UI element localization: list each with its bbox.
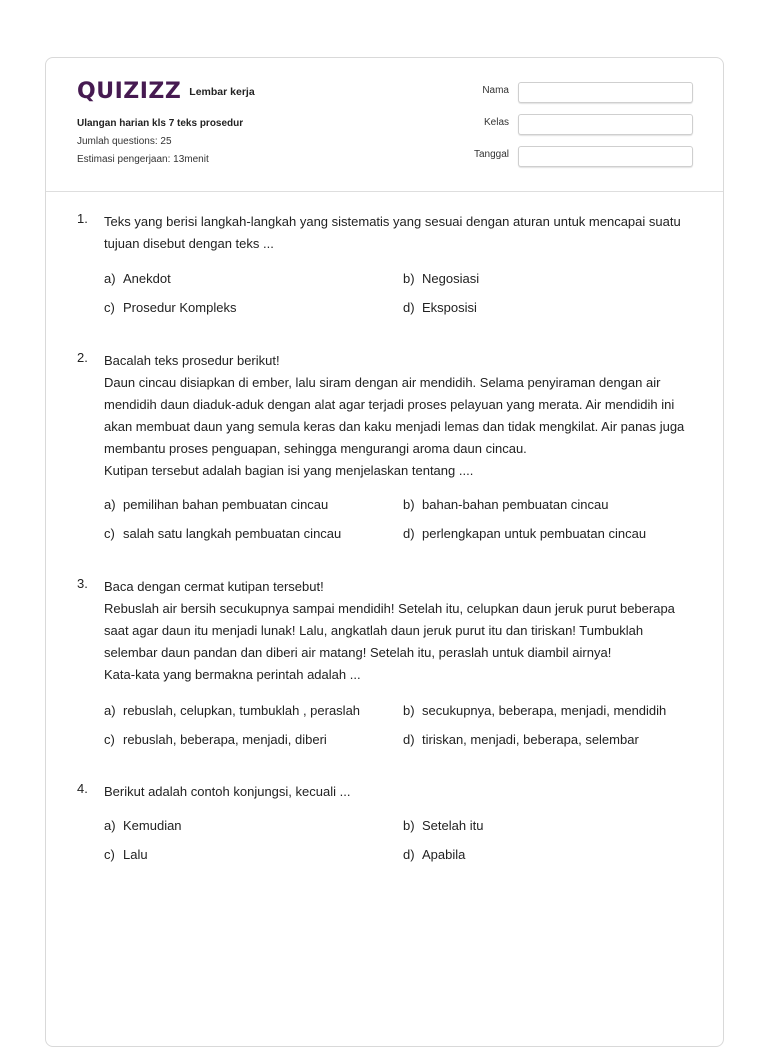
time-estimate: Estimasi pengerjaan: 13menit <box>77 154 209 165</box>
option-text: perlengkapan untuk pembuatan cincau <box>422 526 647 541</box>
question-number: 4. <box>77 781 88 796</box>
option-d[interactable] <box>403 526 646 541</box>
option-text: Eksposisi <box>422 300 477 315</box>
option-text: rebuslah, beberapa, menjadi, diberi <box>123 732 327 747</box>
option-letter: c) <box>104 300 115 315</box>
option-letter: d) <box>403 732 415 747</box>
option-text: pemilihan bahan pembuatan cincau <box>123 497 329 512</box>
option-text: Setelah itu <box>422 818 484 833</box>
option-b[interactable] <box>403 703 666 718</box>
question-number: 2. <box>77 350 88 365</box>
date-field[interactable] <box>518 146 693 167</box>
option-letter: a) <box>104 703 116 718</box>
option-letter: b) <box>403 818 415 833</box>
option-letter: a) <box>104 818 116 833</box>
option-letter: c) <box>104 847 115 862</box>
option-text: salah satu langkah pembuatan cincau <box>123 526 342 541</box>
question-text <box>104 781 699 803</box>
option-letter: d) <box>403 847 415 862</box>
option-b[interactable] <box>403 497 608 512</box>
option-c[interactable] <box>104 526 341 541</box>
quiz-title: Ulangan harian kls 7 teks prosedur <box>77 118 244 129</box>
option-d[interactable] <box>403 732 639 747</box>
name-label: Nama <box>482 85 509 96</box>
question-text <box>104 576 699 686</box>
question-line: Kata-kata yang bermakna perintah adalah ... <box>104 667 361 682</box>
option-text: tiriskan, menjadi, beberapa, selembar <box>422 732 639 747</box>
option-c[interactable] <box>104 300 236 315</box>
option-a[interactable] <box>104 271 171 286</box>
option-letter: d) <box>403 526 415 541</box>
option-text: Anekdot <box>123 271 171 286</box>
question-number: 1. <box>77 211 88 226</box>
worksheet-header <box>46 58 723 192</box>
class-field[interactable] <box>518 114 693 135</box>
date-label: Tanggal <box>473 149 509 160</box>
option-letter: b) <box>403 271 415 286</box>
option-b[interactable] <box>403 271 479 286</box>
option-d[interactable] <box>403 300 477 315</box>
question-line: Bacalah teks prosedur berikut! <box>104 353 280 368</box>
option-letter: a) <box>104 497 116 512</box>
option-text: secukupnya, beberapa, menjadi, mendidih <box>422 703 667 718</box>
option-text: Apabila <box>422 847 466 862</box>
option-a[interactable] <box>104 497 328 512</box>
question-line: Teks yang berisi langkah-langkah yang sistematis yang sesuai dengan aturan untuk mencapai suatu tujuan disebut dengan teks ... <box>104 214 681 251</box>
option-letter: c) <box>104 732 115 747</box>
option-text: bahan-bahan pembuatan cincau <box>422 497 609 512</box>
option-letter: a) <box>104 271 116 286</box>
question-line: Baca dengan cermat kutipan tersebut! <box>104 579 324 594</box>
option-c[interactable] <box>104 732 327 747</box>
option-text: Prosedur Kompleks <box>123 300 237 315</box>
question-text <box>104 211 699 255</box>
question-line: Kutipan tersebut adalah bagian isi yang menjelaskan tentang .... <box>104 463 474 478</box>
question-line: Berikut adalah contoh konjungsi, kecuali ... <box>104 784 351 799</box>
option-c[interactable] <box>104 847 148 862</box>
option-letter: c) <box>104 526 115 541</box>
option-letter: b) <box>403 497 415 512</box>
question-text <box>104 350 699 482</box>
option-text: Negosiasi <box>422 271 480 286</box>
option-letter: d) <box>403 300 415 315</box>
option-a[interactable] <box>104 818 182 833</box>
option-d[interactable] <box>403 847 465 862</box>
worksheet-page <box>45 57 724 1047</box>
option-letter: b) <box>403 703 415 718</box>
question-line: Daun cincau disiapkan di ember, lalu siram dengan air mendidih. Selama penyiraman dengan air mendidih daun diaduk-aduk dengan alat agar terjadi proses pelayuan yang merata. Air mendidih ini akan membuat daun yang semula keras dan kaku menjadi lemas dan tidak mengkilat. Air panas juga membantu proses penguapan, sehingga mengurangi aroma daun cincau. <box>104 375 685 456</box>
question-number: 3. <box>77 576 88 591</box>
name-field[interactable] <box>518 82 693 103</box>
sheet-type-label: Lembar kerja <box>189 86 255 98</box>
class-label: Kelas <box>483 117 509 128</box>
option-text: Lalu <box>123 847 148 862</box>
option-text: rebuslah, celupkan, tumbuklah , peraslah <box>123 703 361 718</box>
question-line: Rebuslah air bersih secukupnya sampai mendidih! Setelah itu, celupkan daun jeruk purut beberapa saat agar daun itu menjadi lunak! Lalu, angkatlah daun jeruk purut itu dan tiriskan! Tumbuklah selembar daun pandan dan diberi air matang! Setelah itu, peraslah untuk diambil airnya! <box>104 601 675 660</box>
option-b[interactable] <box>403 818 483 833</box>
option-a[interactable] <box>104 703 360 718</box>
logo-row <box>77 80 255 104</box>
quizizz-logo: QUIZIZZ <box>77 79 182 104</box>
option-text: Kemudian <box>123 818 182 833</box>
questions-count: Jumlah questions: 25 <box>77 136 172 147</box>
